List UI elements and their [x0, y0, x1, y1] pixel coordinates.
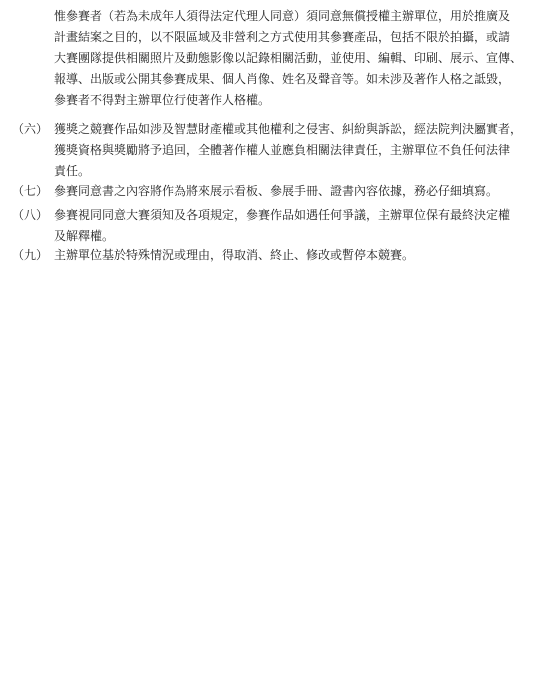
clause-text-line: 參賽同意書之內容將作為將來展示看板、參展手冊、證書內容依據，務必仔細填寫。 — [54, 184, 499, 198]
clause-text-line: 計畫結案之目的，以不限區域及非營利之方式使用其參賽產品，包括不限於拍攝，或請 — [54, 30, 511, 44]
clause-text-line: 參賽視同同意大賽須知及各項規定，參賽作品如遇任何爭議，主辦單位保有最終決定權 — [54, 208, 511, 222]
clause-text-line: 報導、出版或公開其參賽成果、個人肖像、姓名及聲音等。如未涉及著作人格之詆毀， — [54, 72, 511, 86]
clause-text-line: 主辦單位基於特殊情況或理由，得取消、終止、修改或暫停本競賽。 — [54, 248, 415, 262]
clause-text-line: 參賽者不得對主辦單位行使著作人格權。 — [54, 93, 271, 107]
clause-text-line: 獲獎資格與獎勵將予追回，全體著作權人並應負相關法律責任，主辦單位不負任何法律 — [54, 143, 511, 157]
clause-number: （七） — [12, 184, 49, 198]
clause-text-line: 獲獎之競賽作品如涉及智慧財產權或其他權利之侵害、糾紛與訴訟，經法院判決屬實者， — [54, 122, 523, 136]
clause-text-line: 大賽團隊提供相關照片及動態影像以記錄相關活動，並使用、編輯、印刷、展示、宣傳、 — [54, 51, 523, 65]
clause-text-line: 及解釋權。 — [54, 229, 115, 243]
clause-text-line: 責任。 — [54, 164, 91, 178]
clause-number: （九） — [12, 248, 49, 262]
clause-text-line: 惟參賽者（若為未成年人須得法定代理人同意）須同意無償授權主辦單位，用於推廣及 — [54, 9, 511, 23]
clause-number: （六） — [12, 122, 49, 136]
clause-number: （八） — [12, 208, 49, 222]
